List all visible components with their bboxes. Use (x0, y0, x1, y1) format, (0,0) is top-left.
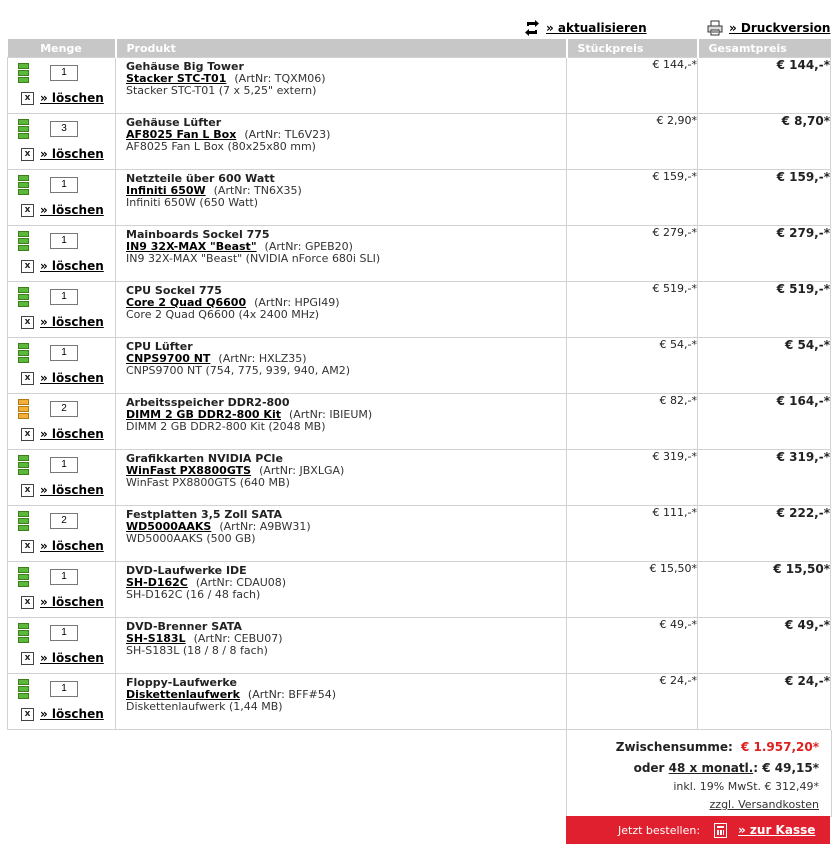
refresh-link[interactable] (524, 20, 647, 36)
delete-label: » löschen (40, 427, 104, 441)
cart-table (7, 39, 831, 730)
quantity-input[interactable] (50, 401, 78, 417)
header-unit-price: Stückpreis (567, 39, 698, 58)
delete-button[interactable] (21, 203, 104, 217)
delete-checkbox-icon[interactable]: x (21, 484, 34, 497)
table-row (8, 450, 831, 506)
delete-checkbox-icon[interactable]: x (21, 260, 34, 273)
product-cell (116, 338, 567, 394)
header-total-price: Gesamtpreis (698, 39, 831, 58)
product-description: WinFast PX8800GTS (640 MB) (126, 476, 290, 489)
product-cell (116, 282, 567, 338)
quantity-input[interactable] (50, 569, 78, 585)
product-description: CNPS9700 NT (754, 775, 939, 940, AM2) (126, 364, 351, 377)
product-artnr: (ArtNr: TN6X35) (213, 184, 302, 197)
table-row (8, 114, 831, 170)
shipping-link[interactable]: zzgl. Versandkosten (709, 798, 819, 811)
total-price: € 54,-* (698, 338, 831, 394)
stock-indicator-icon (18, 63, 28, 84)
total-price: € 164,-* (698, 394, 831, 450)
stock-indicator-icon (18, 119, 28, 140)
delete-checkbox-icon[interactable]: x (21, 316, 34, 329)
checkout-bar (566, 816, 830, 844)
quantity-cell (8, 506, 116, 562)
delete-label: » löschen (40, 707, 104, 721)
quantity-cell (8, 674, 116, 730)
total-price: € 319,-* (698, 450, 831, 506)
cart-header-row (8, 39, 831, 58)
print-label: » Druckversion (729, 21, 831, 35)
product-category: Grafikkarten NVIDIA PCIe (126, 452, 283, 465)
finance-prefix: oder (633, 761, 665, 775)
top-toolbar (0, 16, 836, 38)
product-name-link[interactable]: Stacker STC-T01 (126, 72, 227, 85)
table-row (8, 394, 831, 450)
delete-label: » löschen (40, 315, 104, 329)
delete-label: » löschen (40, 651, 104, 665)
subtotal-value: € 1.957,20* (740, 740, 819, 754)
total-price: € 49,-* (698, 618, 831, 674)
product-cell (116, 170, 567, 226)
product-name-link[interactable]: WD5000AAKS (126, 520, 212, 533)
quantity-cell (8, 394, 116, 450)
delete-checkbox-icon[interactable]: x (21, 92, 34, 105)
quantity-input[interactable] (50, 65, 78, 81)
delete-button[interactable] (21, 595, 104, 609)
stock-indicator-icon (18, 455, 28, 476)
unit-price: € 279,-* (567, 226, 698, 282)
delete-checkbox-icon[interactable]: x (21, 708, 34, 721)
product-description: AF8025 Fan L Box (80x25x80 mm) (126, 140, 316, 153)
calculator-icon (714, 823, 727, 838)
unit-price: € 2,90* (567, 114, 698, 170)
vat-info: inkl. 19% MwSt. € 312,49* (673, 780, 819, 793)
stock-indicator-icon (18, 567, 28, 588)
quantity-cell (8, 450, 116, 506)
total-price: € 15,50* (698, 562, 831, 618)
product-name-link[interactable]: AF8025 Fan L Box (126, 128, 237, 141)
product-category: Gehäuse Big Tower (126, 60, 244, 73)
refresh-label: » aktualisieren (546, 21, 647, 35)
delete-button[interactable] (21, 371, 104, 385)
quantity-input[interactable] (50, 457, 78, 473)
delete-label: » löschen (40, 595, 104, 609)
unit-price: € 111,-* (567, 506, 698, 562)
product-category: DVD-Laufwerke IDE (126, 564, 247, 577)
print-link[interactable] (707, 20, 830, 36)
stock-indicator-icon (18, 343, 28, 364)
delete-label: » löschen (40, 539, 104, 553)
product-description: SH-D162C (16 / 48 fach) (126, 588, 261, 601)
quantity-cell (8, 618, 116, 674)
product-artnr: (ArtNr: GPEB20) (264, 240, 353, 253)
product-description: Infiniti 650W (650 Watt) (126, 196, 259, 209)
delete-checkbox-icon[interactable]: x (21, 596, 34, 609)
total-price: € 519,-* (698, 282, 831, 338)
checkout-button[interactable]: » zur Kasse (738, 823, 816, 837)
table-row (8, 58, 831, 114)
product-cell (116, 58, 567, 114)
table-row (8, 506, 831, 562)
table-row (8, 562, 831, 618)
product-name-link[interactable]: Core 2 Quad Q6600 (126, 296, 247, 309)
product-artnr: (ArtNr: HPGI49) (254, 296, 340, 309)
stock-indicator-icon (18, 175, 28, 196)
quantity-cell (8, 282, 116, 338)
delete-label: » löschen (40, 483, 104, 497)
product-category: DVD-Brenner SATA (126, 620, 242, 633)
quantity-input[interactable] (50, 345, 78, 361)
product-cell (116, 114, 567, 170)
delete-button[interactable] (21, 707, 104, 721)
finance-line (634, 761, 819, 775)
product-description: IN9 32X-MAX "Beast" (NVIDIA nForce 680i SLI) (126, 252, 381, 265)
product-category: Gehäuse Lüfter (126, 116, 222, 129)
subtotal-label: Zwischensumme: (615, 740, 733, 754)
delete-button[interactable] (21, 147, 104, 161)
quantity-input[interactable] (50, 513, 78, 529)
delete-button[interactable] (21, 259, 104, 273)
delete-label: » löschen (40, 203, 104, 217)
total-price: € 159,-* (698, 170, 831, 226)
product-artnr: (ArtNr: CDAU08) (195, 576, 287, 589)
unit-price: € 144,-* (567, 58, 698, 114)
product-category: Floppy-Laufwerke (126, 676, 237, 689)
product-description: Core 2 Quad Q6600 (4x 2400 MHz) (126, 308, 320, 321)
quantity-input[interactable] (50, 625, 78, 641)
product-artnr: (ArtNr: TQXM06) (234, 72, 326, 85)
quantity-input[interactable] (50, 121, 78, 137)
delete-label: » löschen (40, 91, 104, 105)
quantity-cell (8, 562, 116, 618)
product-artnr: (ArtNr: HXLZ35) (218, 352, 307, 365)
quantity-cell (8, 170, 116, 226)
product-category: Netzteile über 600 Watt (126, 172, 275, 185)
stock-indicator-icon (18, 511, 28, 532)
total-price: € 24,-* (698, 674, 831, 730)
product-cell (116, 562, 567, 618)
table-row (8, 226, 831, 282)
delete-button[interactable] (21, 427, 104, 441)
cart-summary (566, 730, 832, 817)
product-artnr: (ArtNr: A9BW31) (219, 520, 311, 533)
product-name-link[interactable]: Diskettenlaufwerk (126, 688, 240, 701)
product-name-link[interactable]: Infiniti 650W (126, 184, 206, 197)
delete-label: » löschen (40, 147, 104, 161)
product-artnr: (ArtNr: BFF#54) (247, 688, 337, 701)
product-artnr: (ArtNr: CEBU07) (193, 632, 283, 645)
product-cell (116, 450, 567, 506)
stock-indicator-icon (18, 679, 28, 700)
product-cell (116, 674, 567, 730)
product-description: Diskettenlaufwerk (1,44 MB) (126, 700, 283, 713)
product-category: Festplatten 3,5 Zoll SATA (126, 508, 283, 521)
quantity-input[interactable] (50, 177, 78, 193)
printer-icon (707, 20, 723, 36)
delete-button[interactable] (21, 539, 104, 553)
delete-button[interactable] (21, 651, 104, 665)
subtotal-line (616, 740, 819, 754)
table-row (8, 674, 831, 730)
delete-button[interactable] (21, 315, 104, 329)
product-name-link[interactable]: DIMM 2 GB DDR2-800 Kit (126, 408, 281, 421)
table-row (8, 170, 831, 226)
finance-link[interactable]: 48 x monatl. (668, 761, 754, 775)
stock-indicator-icon (18, 287, 28, 308)
delete-checkbox-icon[interactable]: x (21, 652, 34, 665)
delete-button[interactable] (21, 483, 104, 497)
quantity-cell (8, 226, 116, 282)
quantity-input[interactable] (50, 681, 78, 697)
unit-price: € 82,-* (567, 394, 698, 450)
header-quantity: Menge (8, 39, 116, 58)
checkout-label: Jetzt bestellen: (618, 824, 701, 837)
product-description: WD5000AAKS (500 GB) (126, 532, 256, 545)
stock-indicator-icon (18, 231, 28, 252)
product-name-link[interactable]: IN9 32X-MAX "Beast" (126, 240, 257, 253)
product-cell (116, 226, 567, 282)
quantity-cell (8, 114, 116, 170)
unit-price: € 519,-* (567, 282, 698, 338)
delete-button[interactable] (21, 91, 104, 105)
stock-indicator-icon (18, 623, 28, 644)
product-artnr: (ArtNr: TL6V23) (244, 128, 331, 141)
unit-price: € 15,50* (567, 562, 698, 618)
product-cell (116, 618, 567, 674)
header-product: Produkt (116, 39, 567, 58)
delete-checkbox-icon[interactable]: x (21, 428, 34, 441)
product-name-link[interactable]: WinFast PX8800GTS (126, 464, 252, 477)
table-row (8, 282, 831, 338)
total-price: € 8,70* (698, 114, 831, 170)
table-row (8, 338, 831, 394)
quantity-input[interactable] (50, 289, 78, 305)
product-category: CPU Lüfter (126, 340, 193, 353)
table-row (8, 618, 831, 674)
refresh-icon (524, 20, 540, 36)
total-price: € 222,-* (698, 506, 831, 562)
product-name-link[interactable]: SH-S183L (126, 632, 186, 645)
product-artnr: (ArtNr: JBXLGA) (259, 464, 345, 477)
total-price: € 144,-* (698, 58, 831, 114)
unit-price: € 54,-* (567, 338, 698, 394)
unit-price: € 319,-* (567, 450, 698, 506)
product-artnr: (ArtNr: IBIEUM) (288, 408, 373, 421)
stock-indicator-icon (18, 399, 28, 420)
product-description: DIMM 2 GB DDR2-800 Kit (2048 MB) (126, 420, 326, 433)
product-description: SH-S183L (18 / 8 / 8 fach) (126, 644, 268, 657)
unit-price: € 24,-* (567, 674, 698, 730)
product-name-link[interactable]: SH-D162C (126, 576, 188, 589)
product-cell (116, 506, 567, 562)
product-category: Mainboards Sockel 775 (126, 228, 270, 241)
delete-label: » löschen (40, 371, 104, 385)
delete-label: » löschen (40, 259, 104, 273)
delete-checkbox-icon[interactable]: x (21, 540, 34, 553)
unit-price: € 159,-* (567, 170, 698, 226)
total-price: € 279,-* (698, 226, 831, 282)
product-description: Stacker STC-T01 (7 x 5,25" extern) (126, 84, 317, 97)
unit-price: € 49,-* (567, 618, 698, 674)
product-category: CPU Sockel 775 (126, 284, 222, 297)
quantity-cell (8, 338, 116, 394)
delete-checkbox-icon[interactable]: x (21, 372, 34, 385)
quantity-input[interactable] (50, 233, 78, 249)
delete-checkbox-icon[interactable]: x (21, 148, 34, 161)
product-name-link[interactable]: CNPS9700 NT (126, 352, 211, 365)
finance-value: : € 49,15* (753, 761, 819, 775)
product-category: Arbeitsspeicher DDR2-800 (126, 396, 290, 409)
delete-checkbox-icon[interactable]: x (21, 204, 34, 217)
product-cell (116, 394, 567, 450)
quantity-cell (8, 58, 116, 114)
